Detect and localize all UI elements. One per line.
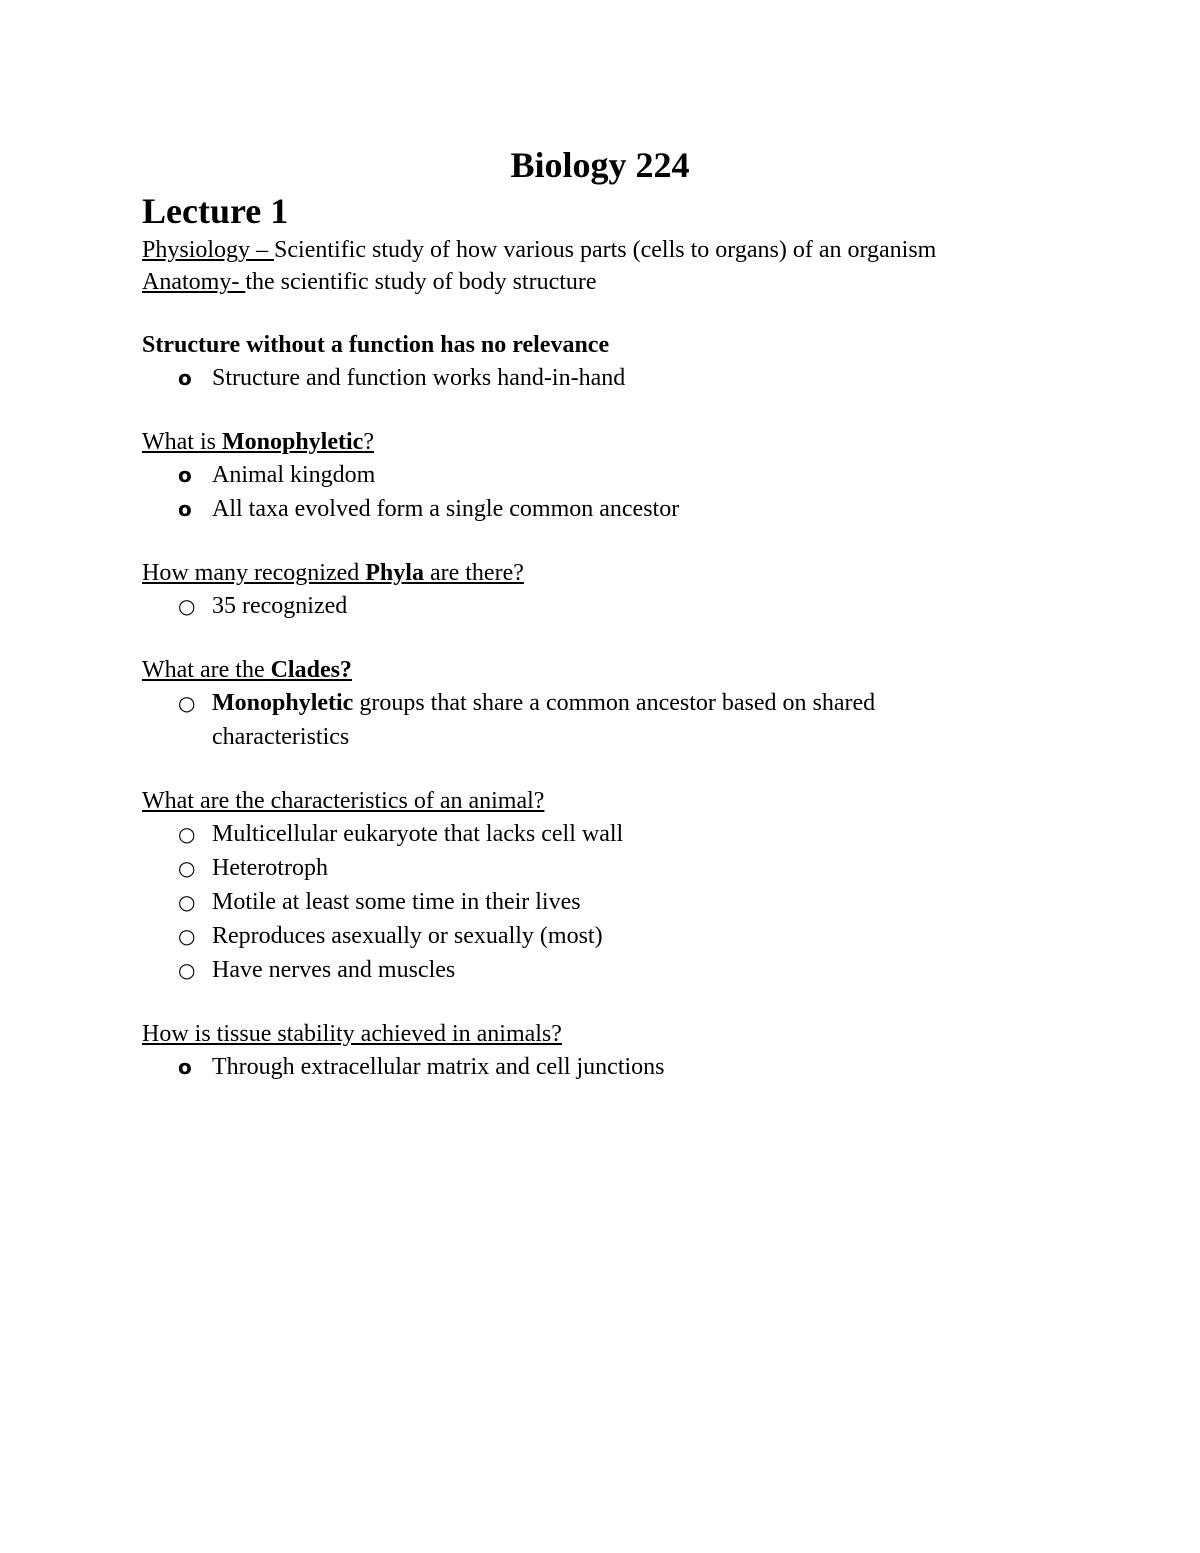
heading-text: How many recognized bbox=[142, 560, 366, 586]
list-item-text: groups that share a common ancestor based on shared characteristics bbox=[212, 690, 876, 750]
list-item-text: Structure and function works hand-in-hand bbox=[212, 365, 626, 391]
tissue-list bbox=[142, 1050, 1142, 1084]
characteristics-heading: What are the characteristics of an animal? bbox=[142, 788, 545, 814]
list-item bbox=[142, 885, 1142, 919]
page-content bbox=[142, 188, 1142, 1084]
bullet-icon: o bbox=[178, 497, 192, 521]
bullet-icon: ○ bbox=[178, 924, 196, 948]
spacer bbox=[142, 298, 1142, 329]
bullet-icon: ○ bbox=[178, 958, 196, 982]
list-item-text: Multicellular eukaryote that lacks cell wall bbox=[212, 821, 624, 847]
phyla-list bbox=[142, 589, 1142, 623]
heading-text: are there? bbox=[423, 560, 524, 586]
clades-heading bbox=[142, 654, 1142, 686]
list-item bbox=[142, 492, 1142, 526]
list-item bbox=[142, 851, 1142, 885]
bullet-icon: o bbox=[178, 1055, 192, 1079]
clades-list bbox=[142, 686, 1142, 754]
list-item bbox=[142, 589, 1142, 623]
tissue-heading: How is tissue stability achieved in animals? bbox=[142, 1021, 562, 1047]
list-item bbox=[142, 361, 1142, 395]
anatomy-text: the scientific study of body structure bbox=[245, 269, 597, 295]
spacer bbox=[142, 623, 1142, 654]
physiology-definition bbox=[142, 234, 1142, 266]
heading-bold-term: Clades? bbox=[270, 657, 352, 683]
monophyletic-heading bbox=[142, 426, 1142, 458]
monophyletic-list bbox=[142, 458, 1142, 526]
page-title: Biology 224 bbox=[510, 145, 690, 185]
spacer bbox=[142, 526, 1142, 557]
spacer bbox=[142, 395, 1142, 426]
bullet-icon: o bbox=[178, 463, 192, 487]
characteristics-list bbox=[142, 817, 1142, 987]
bullet-icon: ○ bbox=[178, 856, 196, 880]
bullet-icon: ○ bbox=[178, 890, 196, 914]
anatomy-term: Anatomy- bbox=[142, 269, 246, 295]
list-item bbox=[142, 1050, 1142, 1084]
structure-heading: Structure without a function has no relevance bbox=[142, 332, 610, 358]
list-item-text: All taxa evolved form a single common ancestor bbox=[212, 496, 680, 522]
spacer bbox=[142, 754, 1142, 785]
heading-bold-term: Phyla bbox=[365, 560, 424, 586]
heading-bold-term: Monophyletic bbox=[221, 429, 364, 455]
lecture-heading: Lecture 1 bbox=[142, 191, 289, 231]
list-item-text: Animal kingdom bbox=[212, 462, 376, 488]
list-item-text: Have nerves and muscles bbox=[212, 957, 456, 983]
structure-list bbox=[142, 361, 1142, 395]
list-item bbox=[142, 817, 1142, 851]
list-item bbox=[142, 686, 1012, 754]
list-item bbox=[142, 458, 1142, 492]
list-item-bold-term: Monophyletic bbox=[212, 690, 354, 716]
heading-text: What is bbox=[142, 429, 222, 455]
list-item-text: Through extracellular matrix and cell junctions bbox=[212, 1054, 665, 1080]
physiology-text: Scientific study of how various parts (cells to organs) of an organism bbox=[274, 237, 937, 263]
heading-text: What are the bbox=[142, 657, 271, 683]
bullet-icon: ○ bbox=[178, 822, 196, 846]
phyla-heading bbox=[142, 557, 1142, 589]
bullet-icon: ○ bbox=[178, 691, 196, 715]
list-item-text: Reproduces asexually or sexually (most) bbox=[212, 923, 603, 949]
anatomy-definition bbox=[142, 266, 1142, 298]
list-item-text: Heterotroph bbox=[212, 855, 328, 881]
list-item bbox=[142, 919, 1142, 953]
physiology-term: Physiology – bbox=[142, 237, 275, 263]
bullet-icon: ○ bbox=[178, 594, 196, 618]
list-item-text: Motile at least some time in their lives bbox=[212, 889, 581, 915]
bullet-icon: o bbox=[178, 366, 192, 390]
list-item bbox=[142, 953, 1142, 987]
heading-text: ? bbox=[363, 429, 374, 455]
spacer bbox=[142, 987, 1142, 1018]
list-item-text: 35 recognized bbox=[212, 593, 348, 619]
